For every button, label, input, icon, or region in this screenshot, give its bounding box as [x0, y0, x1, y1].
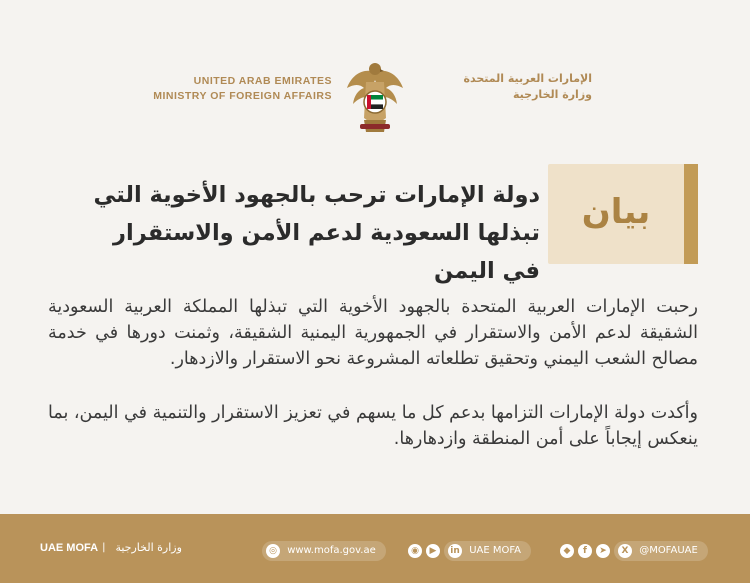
- statement-accent-bar: [684, 164, 698, 264]
- footer-brand-separator: |: [102, 542, 106, 553]
- footer-social-2[interactable]: [560, 541, 708, 561]
- footer: [0, 514, 750, 583]
- footer-website[interactable]: [262, 541, 386, 561]
- footer-brand-en: UAE MOFA: [40, 541, 99, 554]
- ministry-title-ar: [422, 72, 592, 101]
- footer-brand-ar: وزارة الخارجية: [115, 541, 182, 554]
- instagram-icon: ◉: [408, 544, 422, 558]
- body-paragraph-2: وأكدت دولة الإمارات التزامها بدعم كل ما يسهم في تعزيز الاستقرار والتنمية في اليمن، بما ينعكس إيجاباً على أمن المنطقة وازدهارها.: [48, 403, 698, 449]
- ministry-title-en: [153, 75, 332, 102]
- footer-social-handle-1: UAE MOFA: [469, 545, 522, 556]
- footer-website-text: www.mofa.gov.ae: [287, 545, 376, 556]
- footer-brand: [40, 541, 182, 554]
- uae-falcon-emblem-icon: [344, 58, 406, 136]
- ministry-title-en-line2: MINISTRY OF FOREIGN AFFAIRS: [153, 90, 332, 102]
- statement-headline: دولة الإمارات ترحب بالجهود الأخوية التي تبذلها السعودية لدعم الأمن والاستقرار في اليمن: [93, 182, 540, 284]
- facebook-icon: f: [578, 544, 592, 558]
- youtube-icon: ▶: [426, 544, 440, 558]
- x-twitter-icon: X: [618, 544, 632, 558]
- globe-icon: ◎: [266, 544, 280, 558]
- footer-social-1[interactable]: [408, 541, 531, 561]
- ministry-title-en-line1: UNITED ARAB EMIRATES: [193, 75, 332, 87]
- snapchat-icon: ◆: [560, 544, 574, 558]
- ministry-title-ar-line1: الإمارات العربية المتحدة: [463, 72, 592, 85]
- statement-body: [48, 294, 698, 480]
- ministry-title-ar-line2: وزارة الخارجية: [513, 88, 592, 101]
- telegram-icon: ➤: [596, 544, 610, 558]
- body-paragraph-1: رحبت الإمارات العربية المتحدة بالجهود الأخوية التي تبذلها المملكة العربية السعودية الشقيقة لدعم الأمن والاستقرار في الجمهورية اليمنية الشقيقة، وثمنت دورها في خدمة مصالح الشعب اليمني وتحقيق تطلعاته المشروعة نحو الاستقرار والازدهار.: [48, 297, 698, 369]
- header: [0, 0, 750, 150]
- statement-label: بيان: [581, 192, 651, 232]
- linkedin-icon: in: [448, 544, 462, 558]
- footer-social-handle-2: @MOFAUAE: [639, 545, 698, 556]
